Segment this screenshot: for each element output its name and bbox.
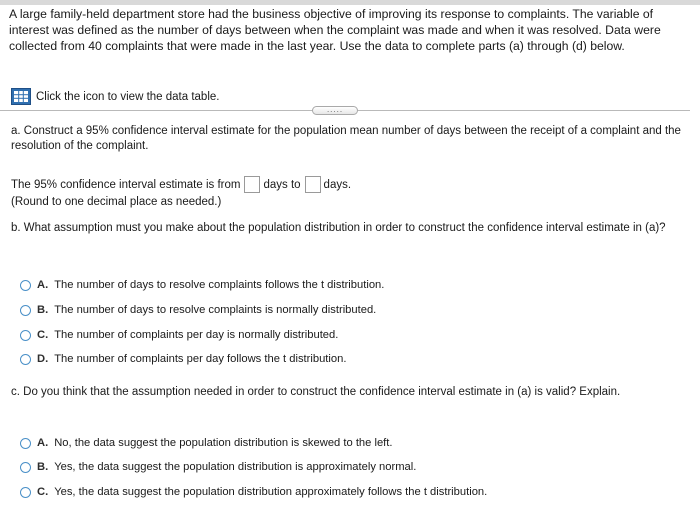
option-letter: D. [37,353,49,365]
radio-button[interactable] [20,438,31,449]
part-b-option-a[interactable] [20,279,384,291]
option-text: The number of days to resolve complaints follows the t distribution. [54,279,385,291]
option-letter: B. [37,304,49,316]
ci-days-end: days. [323,178,352,191]
part-c-option-a[interactable] [20,437,393,449]
top-strip [0,0,700,5]
option-text: Yes, the data suggest the population distribution approximately follows the t distribution. [54,486,488,498]
option-text: Yes, the data suggest the population distribution is approximately normal. [54,461,417,473]
option-letter: A. [37,437,49,449]
radio-button[interactable] [20,305,31,316]
option-letter: A. [37,279,49,291]
part-c-option-b[interactable] [20,461,416,473]
part-b-question: b. What assumption must you make about the population distribution in order to construct the confidence interval estimate in (a)? [11,222,666,234]
radio-button[interactable] [20,354,31,365]
option-letter: B. [37,461,49,473]
lower-bound-input[interactable] [244,176,260,193]
upper-bound-input[interactable] [305,176,321,193]
part-a-question: a. Construct a 95% confidence interval estimate for the population mean number of days between the receipt of a complaint and the resolution of the complaint. [11,125,681,152]
option-text: No, the data suggest the population distribution is skewed to the left. [54,437,393,449]
ci-sentence [11,176,351,193]
radio-button[interactable] [20,487,31,498]
part-b-option-b[interactable] [20,304,376,316]
ci-sentence-start: The 95% confidence interval estimate is from [11,178,241,191]
option-letter: C. [37,486,49,498]
option-text: The number of complaints per day follows the t distribution. [54,353,347,365]
option-text: The number of complaints per day is normally distributed. [54,329,339,341]
part-b-option-c[interactable] [20,329,338,341]
ci-days-to: days to [263,178,301,191]
data-table-link-label[interactable]: Click the icon to view the data table. [36,90,220,103]
option-text: The number of days to resolve complaints is normally distributed. [54,304,377,316]
expand-button[interactable]: ..... [312,106,358,115]
part-b-option-d[interactable] [20,353,346,365]
radio-button[interactable] [20,280,31,291]
part-c-question: c. Do you think that the assumption needed in order to construct the confidence interval estimate in (a) is valid? Explain. [11,386,621,398]
data-table-link[interactable] [11,88,219,105]
part-c-option-c[interactable] [20,486,487,498]
radio-button[interactable] [20,462,31,473]
radio-button[interactable] [20,330,31,341]
option-letter: C. [37,329,49,341]
rounding-note: (Round to one decimal place as needed.) [11,196,222,208]
table-icon[interactable] [11,88,31,105]
problem-statement: A large family-held department store had the business objective of improving its response to complaints. The variable of interest was defined as the number of days between when the complaint was made and when it was resolved. Data were collected from 40 complaints that were made in the last year. Use the data to complete parts (a) through (d) below. [9,7,661,53]
